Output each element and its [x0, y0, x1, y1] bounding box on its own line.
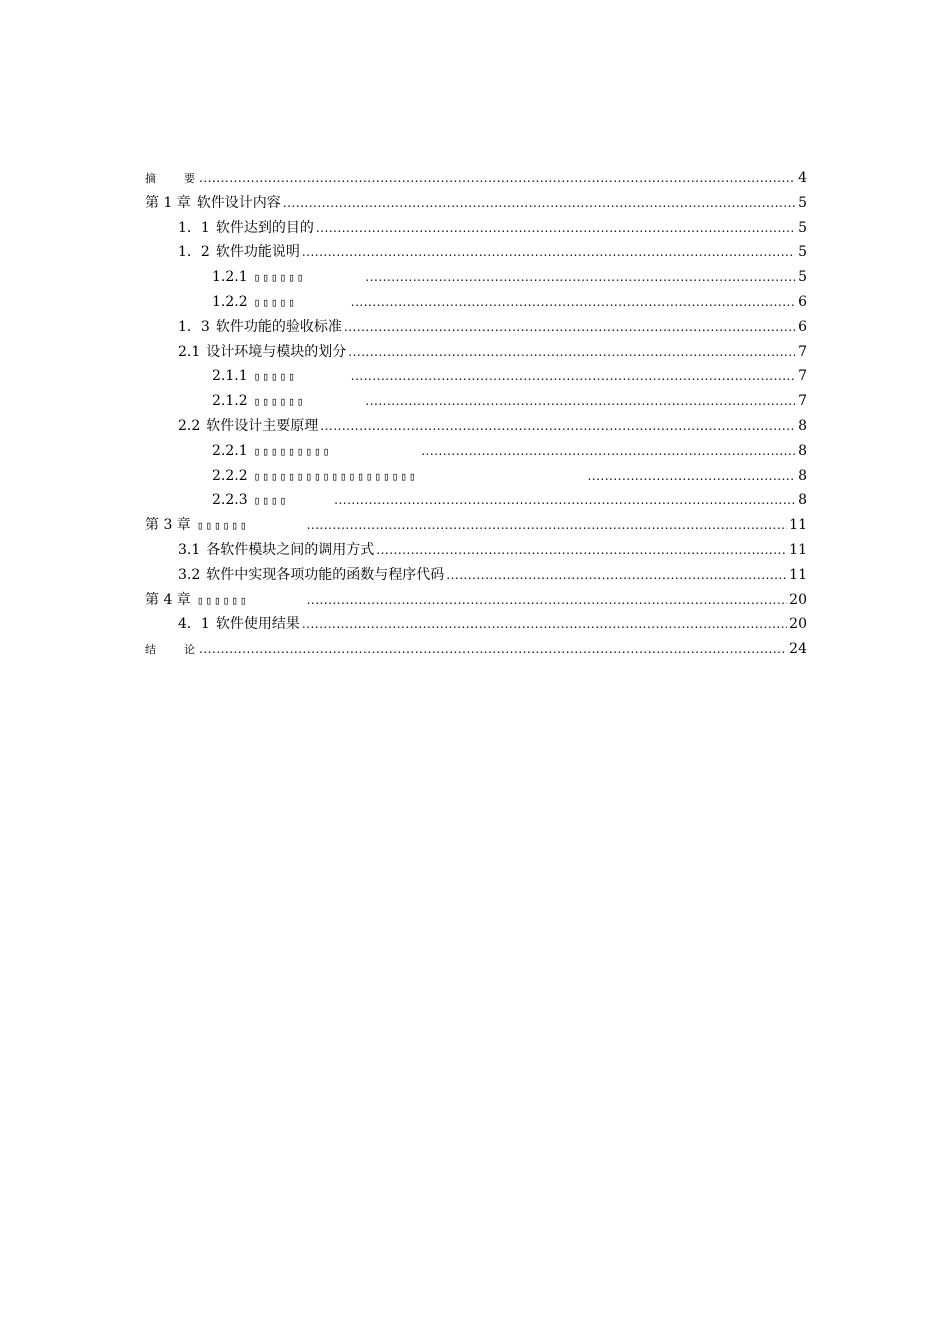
dot-leader: [199, 637, 787, 662]
toc-entry-page: 24: [789, 641, 807, 658]
toc-entry-title: 软件中实现各项功能的函数与程序代码: [206, 566, 445, 583]
toc-entry-1-2-2[interactable]: [145, 290, 807, 315]
dot-leader: [307, 513, 787, 538]
toc-entry-number: 2.2.1: [212, 442, 248, 459]
toc-entry-page: 6: [798, 293, 807, 310]
toc-entry-title: 软件功能的验收标准: [215, 318, 342, 335]
toc-entry-1-2[interactable]: [145, 240, 807, 265]
dot-leader: [344, 315, 795, 340]
toc-entry-page: 5: [798, 244, 807, 261]
dot-leader: [376, 538, 787, 563]
dot-leader: [199, 166, 795, 191]
toc-entry-number: 1．3: [178, 318, 210, 335]
toc-entry-2-2-2[interactable]: [145, 464, 807, 489]
dot-leader: [283, 191, 795, 216]
dot-leader: [351, 290, 795, 315]
toc-entry-3-1[interactable]: [145, 538, 807, 563]
toc-entry-number: 2.1.1: [212, 368, 248, 385]
dot-leader: [348, 340, 795, 365]
toc-entry-number: 第 1 章: [145, 194, 191, 211]
toc-entry-2-1[interactable]: [145, 340, 807, 365]
dot-leader: [365, 389, 795, 414]
toc-entry-conclusion[interactable]: [145, 637, 807, 662]
dot-leader: [446, 563, 787, 588]
toc-entry-title: 设计环境与模块的划分: [206, 343, 347, 360]
toc-entry-chapter-1[interactable]: [145, 191, 807, 216]
toc-entry-title: ▯▯▯▯▯: [253, 370, 297, 384]
dot-leader: [365, 265, 795, 290]
toc-entry-title: 软件使用结果: [215, 616, 300, 633]
toc-entry-title: 软件设计主要原理: [206, 417, 319, 434]
dot-leader: [351, 364, 795, 389]
toc-entry-page: 8: [798, 442, 807, 459]
toc-entry-title: ▯▯▯▯▯▯▯▯▯▯▯▯▯▯▯▯▯▯▯: [253, 469, 418, 483]
toc-entry-title: 摘 要: [145, 172, 197, 185]
toc-entry-title: 软件设计内容: [196, 194, 281, 211]
toc-entry-page: 7: [798, 393, 807, 410]
toc-entry-chapter-4[interactable]: [145, 588, 807, 613]
toc-entry-page: 4: [798, 170, 807, 186]
toc-entry-number: 2.1: [178, 343, 201, 360]
toc-entry-2-2[interactable]: [145, 414, 807, 439]
dot-leader: [334, 488, 795, 513]
toc-entry-page: 6: [798, 318, 807, 335]
toc-entry-number: 1．2: [178, 244, 210, 261]
toc-entry-number: 3.1: [178, 541, 201, 558]
dot-leader: [316, 216, 795, 241]
toc-entry-number: 3.2: [178, 566, 201, 583]
toc-entry-number: 1.2.1: [212, 269, 248, 286]
dot-leader: [307, 588, 787, 613]
toc-entry-abstract[interactable]: [145, 166, 807, 191]
toc-entry-title: 结 论: [145, 643, 197, 657]
toc-entry-page: 7: [798, 343, 807, 360]
toc-entry-title: ▯▯▯▯▯▯: [196, 593, 249, 607]
toc-entry-page: 5: [798, 194, 807, 211]
toc-entry-page: 7: [798, 368, 807, 385]
toc-entry-number: 2.2.2: [212, 467, 248, 484]
toc-entry-page: 8: [798, 492, 807, 509]
toc-entry-title: 软件达到的目的: [215, 219, 314, 236]
toc-entry-title: 各软件模块之间的调用方式: [206, 541, 375, 558]
toc-entry-title: ▯▯▯▯: [253, 494, 289, 508]
toc-entry-page: 20: [789, 591, 807, 608]
toc-entry-title: ▯▯▯▯▯▯: [196, 519, 249, 533]
toc-entry-title: ▯▯▯▯▯▯: [253, 395, 306, 409]
table-of-contents: [145, 166, 807, 662]
toc-entry-1-1[interactable]: [145, 216, 807, 241]
toc-entry-page: 20: [789, 616, 807, 633]
toc-entry-page: 11: [789, 517, 807, 534]
toc-entry-page: 5: [798, 219, 807, 236]
toc-entry-page: 8: [798, 467, 807, 484]
toc-entry-number: 4．1: [178, 616, 210, 633]
toc-entry-page: 8: [798, 417, 807, 434]
toc-entry-number: 1.2.2: [212, 293, 248, 310]
toc-entry-2-1-2[interactable]: [145, 389, 807, 414]
toc-entry-page: 11: [789, 566, 807, 583]
toc-entry-1-2-1[interactable]: [145, 265, 807, 290]
toc-entry-1-3[interactable]: [145, 315, 807, 340]
dot-leader: [320, 414, 795, 439]
toc-entry-page: 11: [789, 541, 807, 558]
toc-entry-title: ▯▯▯▯▯▯▯▯▯: [253, 444, 332, 458]
dot-leader: [421, 439, 795, 464]
toc-entry-4-1[interactable]: [145, 612, 807, 637]
toc-entry-3-2[interactable]: [145, 563, 807, 588]
dot-leader: [302, 240, 795, 265]
toc-entry-title: ▯▯▯▯▯▯: [253, 271, 306, 285]
dot-leader: [302, 612, 787, 637]
toc-entry-page: 5: [798, 269, 807, 286]
toc-entry-title: 软件功能说明: [215, 244, 300, 261]
toc-entry-number: 2.2.3: [212, 492, 248, 509]
toc-entry-number: 2.1.2: [212, 393, 248, 410]
toc-entry-number: 2.2: [178, 417, 201, 434]
toc-entry-chapter-3[interactable]: [145, 513, 807, 538]
toc-entry-number: 1．1: [178, 219, 210, 236]
toc-entry-number: 第 4 章: [145, 591, 191, 608]
toc-entry-2-1-1[interactable]: [145, 364, 807, 389]
toc-entry-2-2-3[interactable]: [145, 488, 807, 513]
toc-entry-title: ▯▯▯▯▯: [253, 295, 297, 309]
dot-leader: [587, 464, 795, 489]
toc-entry-number: 第 3 章: [145, 517, 191, 534]
toc-entry-2-2-1[interactable]: [145, 439, 807, 464]
